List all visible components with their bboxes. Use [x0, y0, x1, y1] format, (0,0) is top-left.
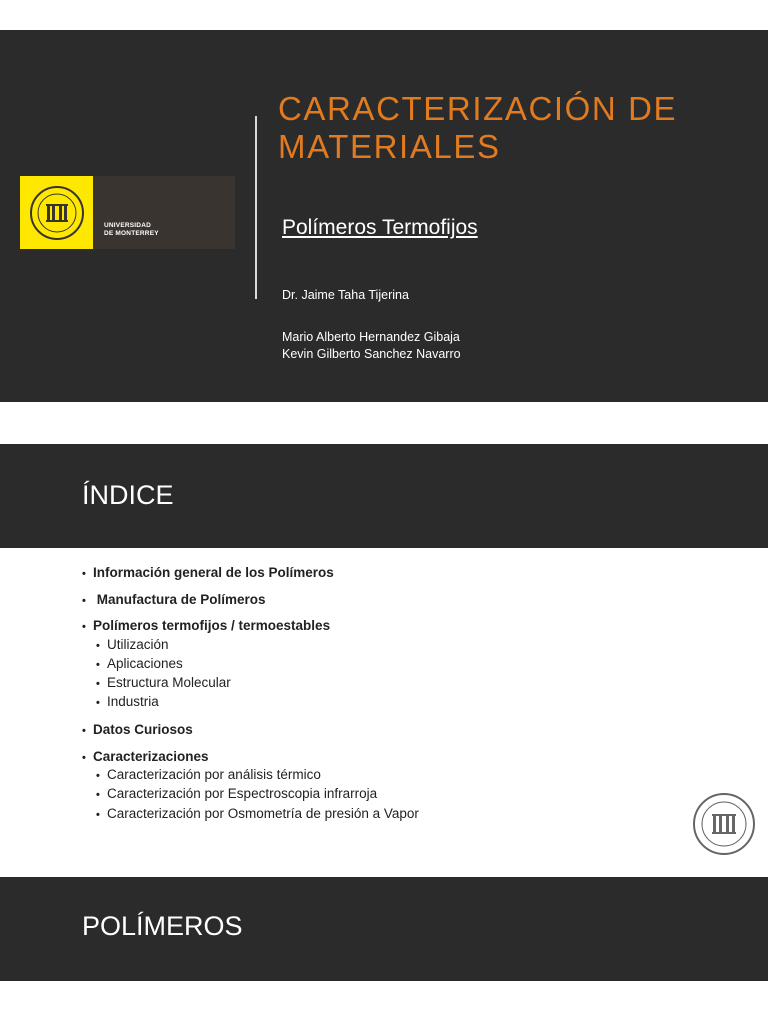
university-seal-icon [29, 185, 85, 241]
index-subitem: • Caracterización por Espectroscopia infrarroja [96, 786, 378, 801]
index-item: • Polímeros termofijos / termoestables [82, 618, 331, 633]
index-header [0, 444, 768, 548]
index-subitem: • Caracterización por Osmometría de presión a Vapor [96, 806, 419, 821]
index-subitem: • Industria [96, 694, 159, 709]
index-subitem: • Estructura Molecular [96, 675, 231, 690]
author-name: Mario Alberto Hernandez Gibaja [282, 330, 460, 344]
index-item: • Manufactura de Polímeros [82, 592, 266, 607]
index-item: • Información general de los Polímeros [82, 565, 334, 580]
presentation-subtitle: Polímeros Termofijos [282, 216, 478, 239]
university-seal-icon [692, 792, 756, 856]
polimeros-title: POLÍMEROS [82, 911, 243, 941]
professor-name: Dr. Jaime Taha Tijerina [282, 288, 409, 302]
title-slide [0, 30, 768, 402]
logo-text: UNIVERSIDAD DE MONTERREY [104, 222, 159, 237]
presentation-title: CARACTERIZACIÓN DE MATERIALES [278, 90, 678, 165]
divider-line [255, 116, 257, 299]
university-logo [20, 176, 235, 249]
index-subitem: • Caracterización por análisis térmico [96, 767, 321, 782]
index-item: • Datos Curiosos [82, 722, 193, 737]
author-name: Kevin Gilberto Sanchez Navarro [282, 347, 461, 361]
index-slide [0, 444, 768, 866]
index-subitem: • Aplicaciones [96, 656, 183, 671]
index-item: • Caracterizaciones [82, 749, 209, 764]
polimeros-slide [0, 877, 768, 981]
index-title: ÍNDICE [82, 480, 174, 510]
logo-yellow-block [20, 176, 93, 249]
index-subitem: • Utilización [96, 637, 169, 652]
